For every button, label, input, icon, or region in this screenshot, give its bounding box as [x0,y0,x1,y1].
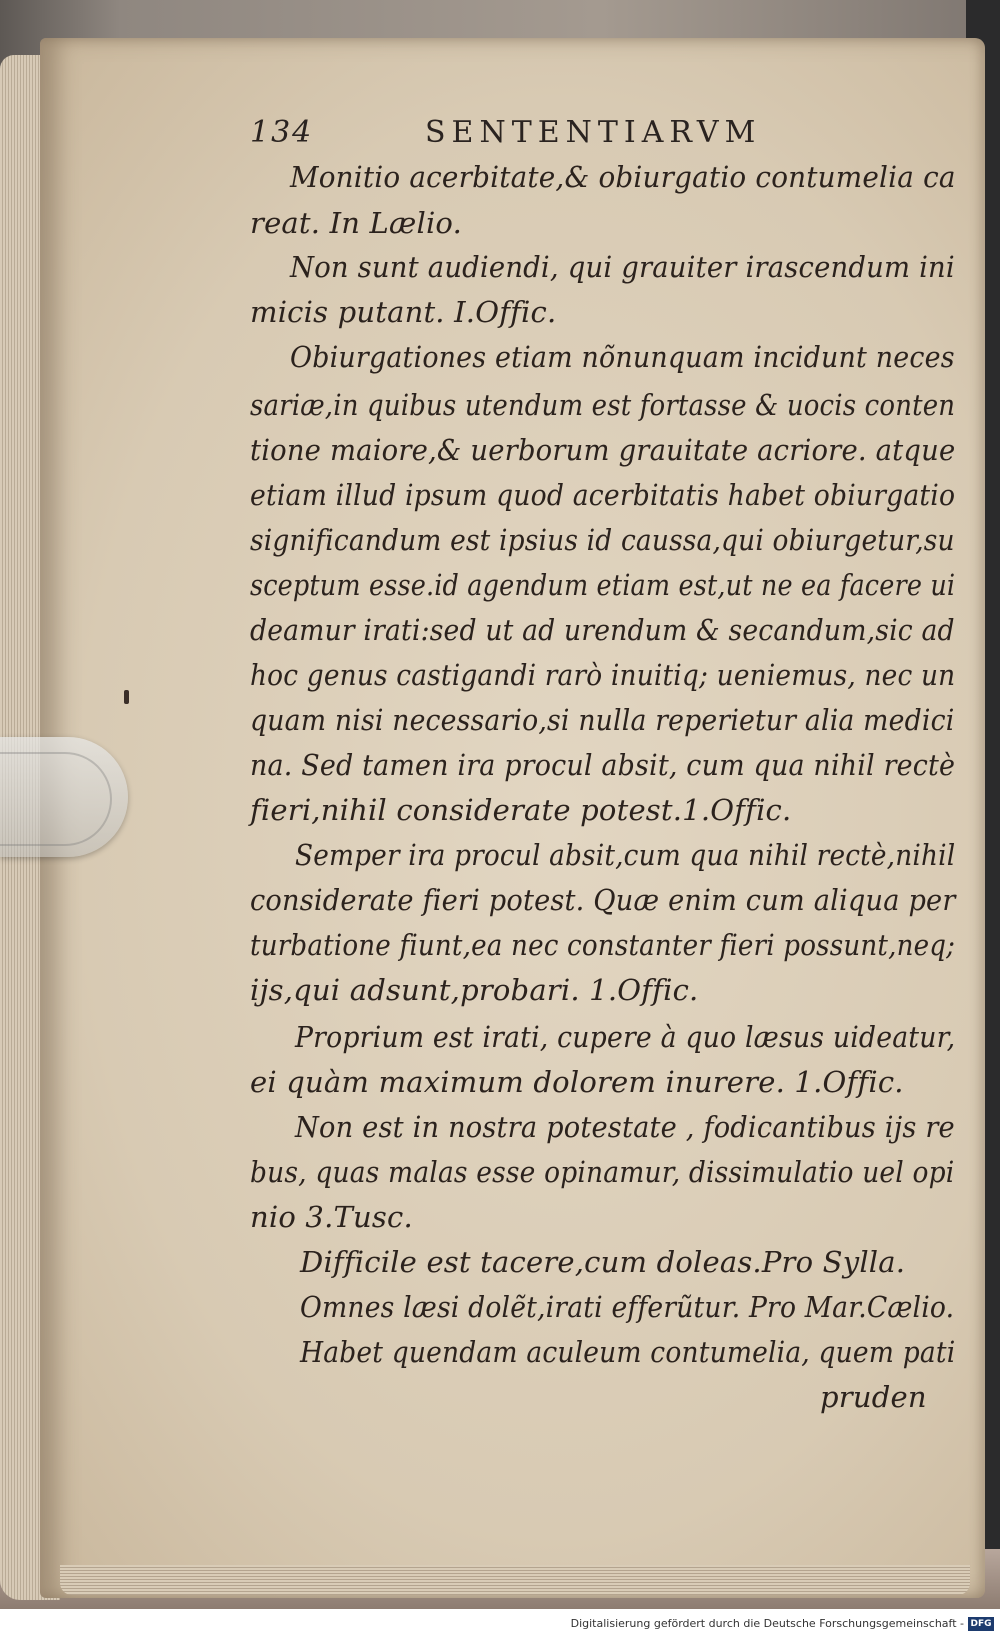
text-line: Semper ira procul absit,cum qua nihil rectè,nihil [295,838,956,872]
text-line: micis putant. I.Offic. [250,295,557,329]
text-line: etiam illud ipsum quod acerbitatis habet obiurgatio [250,478,956,512]
text-line: quam nisi necessario,si nulla reperietur alia medici [250,703,955,737]
text-line: significandum est ipsius id caussa,qui obiurgetur,su [250,523,955,557]
text-line: pruden [820,1380,927,1414]
text-line: Obiurgationes etiam nõnunquam incidunt neces [290,340,955,374]
text-line: ei quàm maximum dolorem inurere. 1.Offic. [250,1065,904,1099]
text-line: Difficile est tacere,cum doleas.Pro Sylla. [300,1245,906,1279]
text-line: tione maiore,& uerborum grauitate acriore. atque [250,433,956,467]
text-line: hoc genus castigandi rarò inuitiq; ueniemus, nec un [250,658,956,692]
text-line: sceptum esse.id agendum etiam est,ut ne ea facere ui [250,568,956,602]
text-line: Non est in nostra potestate , fodicantibus ijs re [295,1110,955,1144]
text-line: nio 3.Tusc. [250,1200,413,1234]
text-line: bus, quas malas esse opinamur, dissimulatio uel opi [250,1155,955,1189]
footer-credit: Digitalisierung gefördert durch die Deutsche Forschungsgemeinschaft - [570,1617,964,1630]
text-line: considerate fieri potest. Quæ enim cum aliqua per [250,883,956,917]
page-number: 134 [250,115,314,150]
dfg-logo: DFG [968,1617,994,1631]
page-bottom-edge [60,1565,970,1595]
text-line: reat. In Lælio. [250,206,462,240]
text-line: na. Sed tamen ira procul absit, cum qua nihil rectè [250,748,956,782]
text-line: ijs,qui adsunt,probari. 1.Offic. [250,973,699,1007]
text-line: Omnes læsi dolẽt,irati efferũtur. Pro Mar.Cælio. [300,1290,955,1324]
text-line: Monitio acerbitate,& obiurgatio contumelia ca [290,160,956,194]
text-line: Proprium est irati, cupere à quo læsus uideatur, [295,1020,956,1054]
page-clip-outline [0,752,112,846]
running-title: SENTENTIARVM [425,115,762,150]
text-line: Habet quendam aculeum contumelia, quem pati [300,1335,956,1369]
text-line: turbatione fiunt,ea nec constanter fieri possunt,neq; [250,928,956,962]
text-line: Non sunt audiendi, qui grauiter irascendum ini [290,250,955,284]
text-line: deamur irati:sed ut ad urendum & secandum,sic ad [250,613,955,647]
text-line: fieri,nihil considerate potest.1.Offic. [250,793,792,827]
text-line: sariæ,in quibus utendum est fortasse & uocis conten [250,388,956,422]
ink-mark [124,690,129,704]
